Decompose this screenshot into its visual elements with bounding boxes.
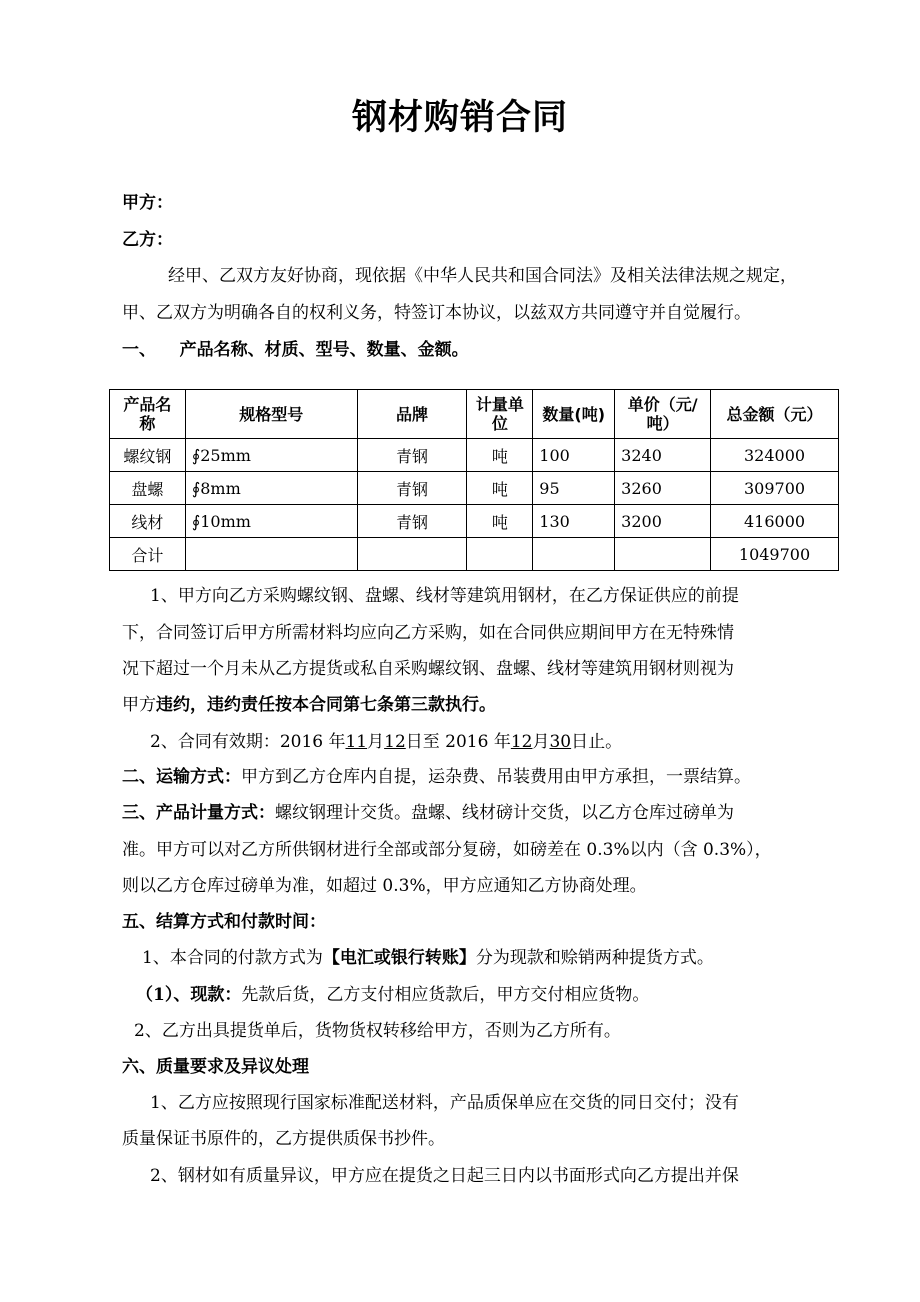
cell-product: 线材 <box>110 505 186 538</box>
total-label: 合计 <box>110 538 186 571</box>
validity-text: 日至 2016 年 <box>405 732 511 752</box>
section-3-heading: 三、产品计量方式： <box>122 803 275 823</box>
cell-spec: ∮10mm <box>185 505 357 538</box>
cell-quantity: 100 <box>533 439 615 472</box>
product-table <box>109 389 839 571</box>
validity-text: 月 <box>367 732 385 752</box>
section-2-heading: 二、运输方式： <box>122 767 241 787</box>
validity-line <box>150 732 622 752</box>
header-product-name: 产品名称 <box>110 390 186 439</box>
end-day: 30 <box>549 732 572 752</box>
empty-cell <box>467 538 533 571</box>
empty-cell <box>357 538 467 571</box>
section-6-line-3: 2、钢材如有质量异议，甲方应在提货之日起三日内以书面形式向乙方提出并保 <box>150 1166 739 1186</box>
payment-method: 【电汇或银行转账】 <box>322 948 476 968</box>
header-spec: 规格型号 <box>185 390 357 439</box>
table-header-row <box>110 390 839 439</box>
clause-1-text: 甲方 <box>122 695 156 715</box>
header-unit-price: 单价（元/吨） <box>615 390 711 439</box>
header-total-amount: 总金额（元） <box>711 390 839 439</box>
section-6-line-2: 质量保证书原件的，乙方提供质保书抄件。 <box>122 1129 445 1149</box>
cell-spec: ∮25mm <box>185 439 357 472</box>
start-month: 11 <box>345 732 368 752</box>
cell-unit: 吨 <box>467 505 533 538</box>
cell-total: 309700 <box>711 472 839 505</box>
cell-total: 324000 <box>711 439 839 472</box>
cell-unit-price: 3260 <box>615 472 711 505</box>
section-2 <box>122 767 751 787</box>
section-3-line-2: 准。甲方可以对乙方所供钢材进行全部或部分复磅，如磅差在 0.3%以内（含 0.3%）， <box>122 840 772 860</box>
cash-payment-line <box>136 985 649 1005</box>
cell-quantity: 95 <box>533 472 615 505</box>
intro-line-2: 甲、乙双方为明确各自的权利义务，特签订本协议，以兹双方共同遵守并自觉履行。 <box>122 303 751 323</box>
payment-text: 1、本合同的付款方式为 <box>142 948 323 968</box>
section-5-heading: 五、结算方式和付款时间： <box>122 912 326 932</box>
table-row <box>110 439 839 472</box>
cell-product: 盘螺 <box>110 472 186 505</box>
header-quantity: 数量(吨) <box>533 390 615 439</box>
cell-unit-price: 3240 <box>615 439 711 472</box>
cell-quantity: 130 <box>533 505 615 538</box>
section-3-line-3: 则以乙方仓库过磅单为准，如超过 0.3%，甲方应通知乙方协商处理。 <box>122 876 647 896</box>
section-6-heading: 六、质量要求及异议处理 <box>122 1057 309 1077</box>
cell-total: 416000 <box>711 505 839 538</box>
header-unit: 计量单位 <box>467 390 533 439</box>
empty-cell <box>533 538 615 571</box>
cell-unit: 吨 <box>467 439 533 472</box>
empty-cell <box>615 538 711 571</box>
total-value: 1049700 <box>711 538 839 571</box>
cell-brand: 青钢 <box>357 505 467 538</box>
cell-spec: ∮8mm <box>185 472 357 505</box>
section-2-body: 甲方到乙方仓库内自提，运杂费、吊装费用由甲方承担，一票结算。 <box>241 767 751 787</box>
payment-method-line <box>142 948 714 968</box>
validity-text: 2、合同有效期：2016 年 <box>150 732 346 752</box>
breach-clause: 违约，违约责任按本合同第七条第三款执行。 <box>156 695 496 715</box>
clause-1-line-2: 下，合同签订后甲方所需材料均应向乙方采购，如在合同供应期间甲方在无特殊情 <box>122 623 734 643</box>
section-3-line-1 <box>122 803 734 823</box>
cell-unit: 吨 <box>467 472 533 505</box>
cell-brand: 青钢 <box>357 472 467 505</box>
party-b-label: 乙方： <box>122 230 173 250</box>
cell-product: 螺纹钢 <box>110 439 186 472</box>
validity-text: 日止。 <box>571 732 623 752</box>
table-row <box>110 472 839 505</box>
section-1-heading: 一、 产品名称、材质、型号、数量、金额。 <box>122 340 469 360</box>
table-total-row <box>110 538 839 571</box>
party-a-label: 甲方： <box>122 193 173 213</box>
delivery-note-line: 2、乙方出具提货单后，货物货权转移给甲方，否则为乙方所有。 <box>134 1021 621 1041</box>
document-title: 钢材购销合同 <box>351 98 568 138</box>
empty-cell <box>185 538 357 571</box>
validity-text: 月 <box>532 732 550 752</box>
table-row <box>110 505 839 538</box>
clause-1-line-4 <box>122 695 496 715</box>
section-6-line-1: 1、乙方应按照现行国家标准配送材料，产品质保单应在交货的同日交付；没有 <box>150 1093 739 1113</box>
section-3-body: 螺纹钢理计交货。盘螺、线材磅计交货，以乙方仓库过磅单为 <box>275 803 734 823</box>
cash-payment-body: 先款后货，乙方支付相应货款后，甲方交付相应货物。 <box>241 985 650 1005</box>
start-day: 12 <box>384 732 406 752</box>
cell-brand: 青钢 <box>357 439 467 472</box>
cash-payment-heading: （1）、现款： <box>136 985 242 1005</box>
payment-text: 分为现款和赊销两种提货方式。 <box>475 948 714 968</box>
header-brand: 品牌 <box>357 390 467 439</box>
clause-1-line-3: 况下超过一个月未从乙方提货或私自采购螺纹钢、盘螺、线材等建筑用钢材则视为 <box>122 659 734 679</box>
end-month: 12 <box>510 732 533 752</box>
cell-unit-price: 3200 <box>615 505 711 538</box>
intro-line-1: 经甲、乙双方友好协商，现依据《中华人民共和国合同法》及相关法律法规之规定， <box>168 266 797 286</box>
clause-1-line-1: 1、甲方向乙方采购螺纹钢、盘螺、线材等建筑用钢材，在乙方保证供应的前提 <box>150 586 739 606</box>
